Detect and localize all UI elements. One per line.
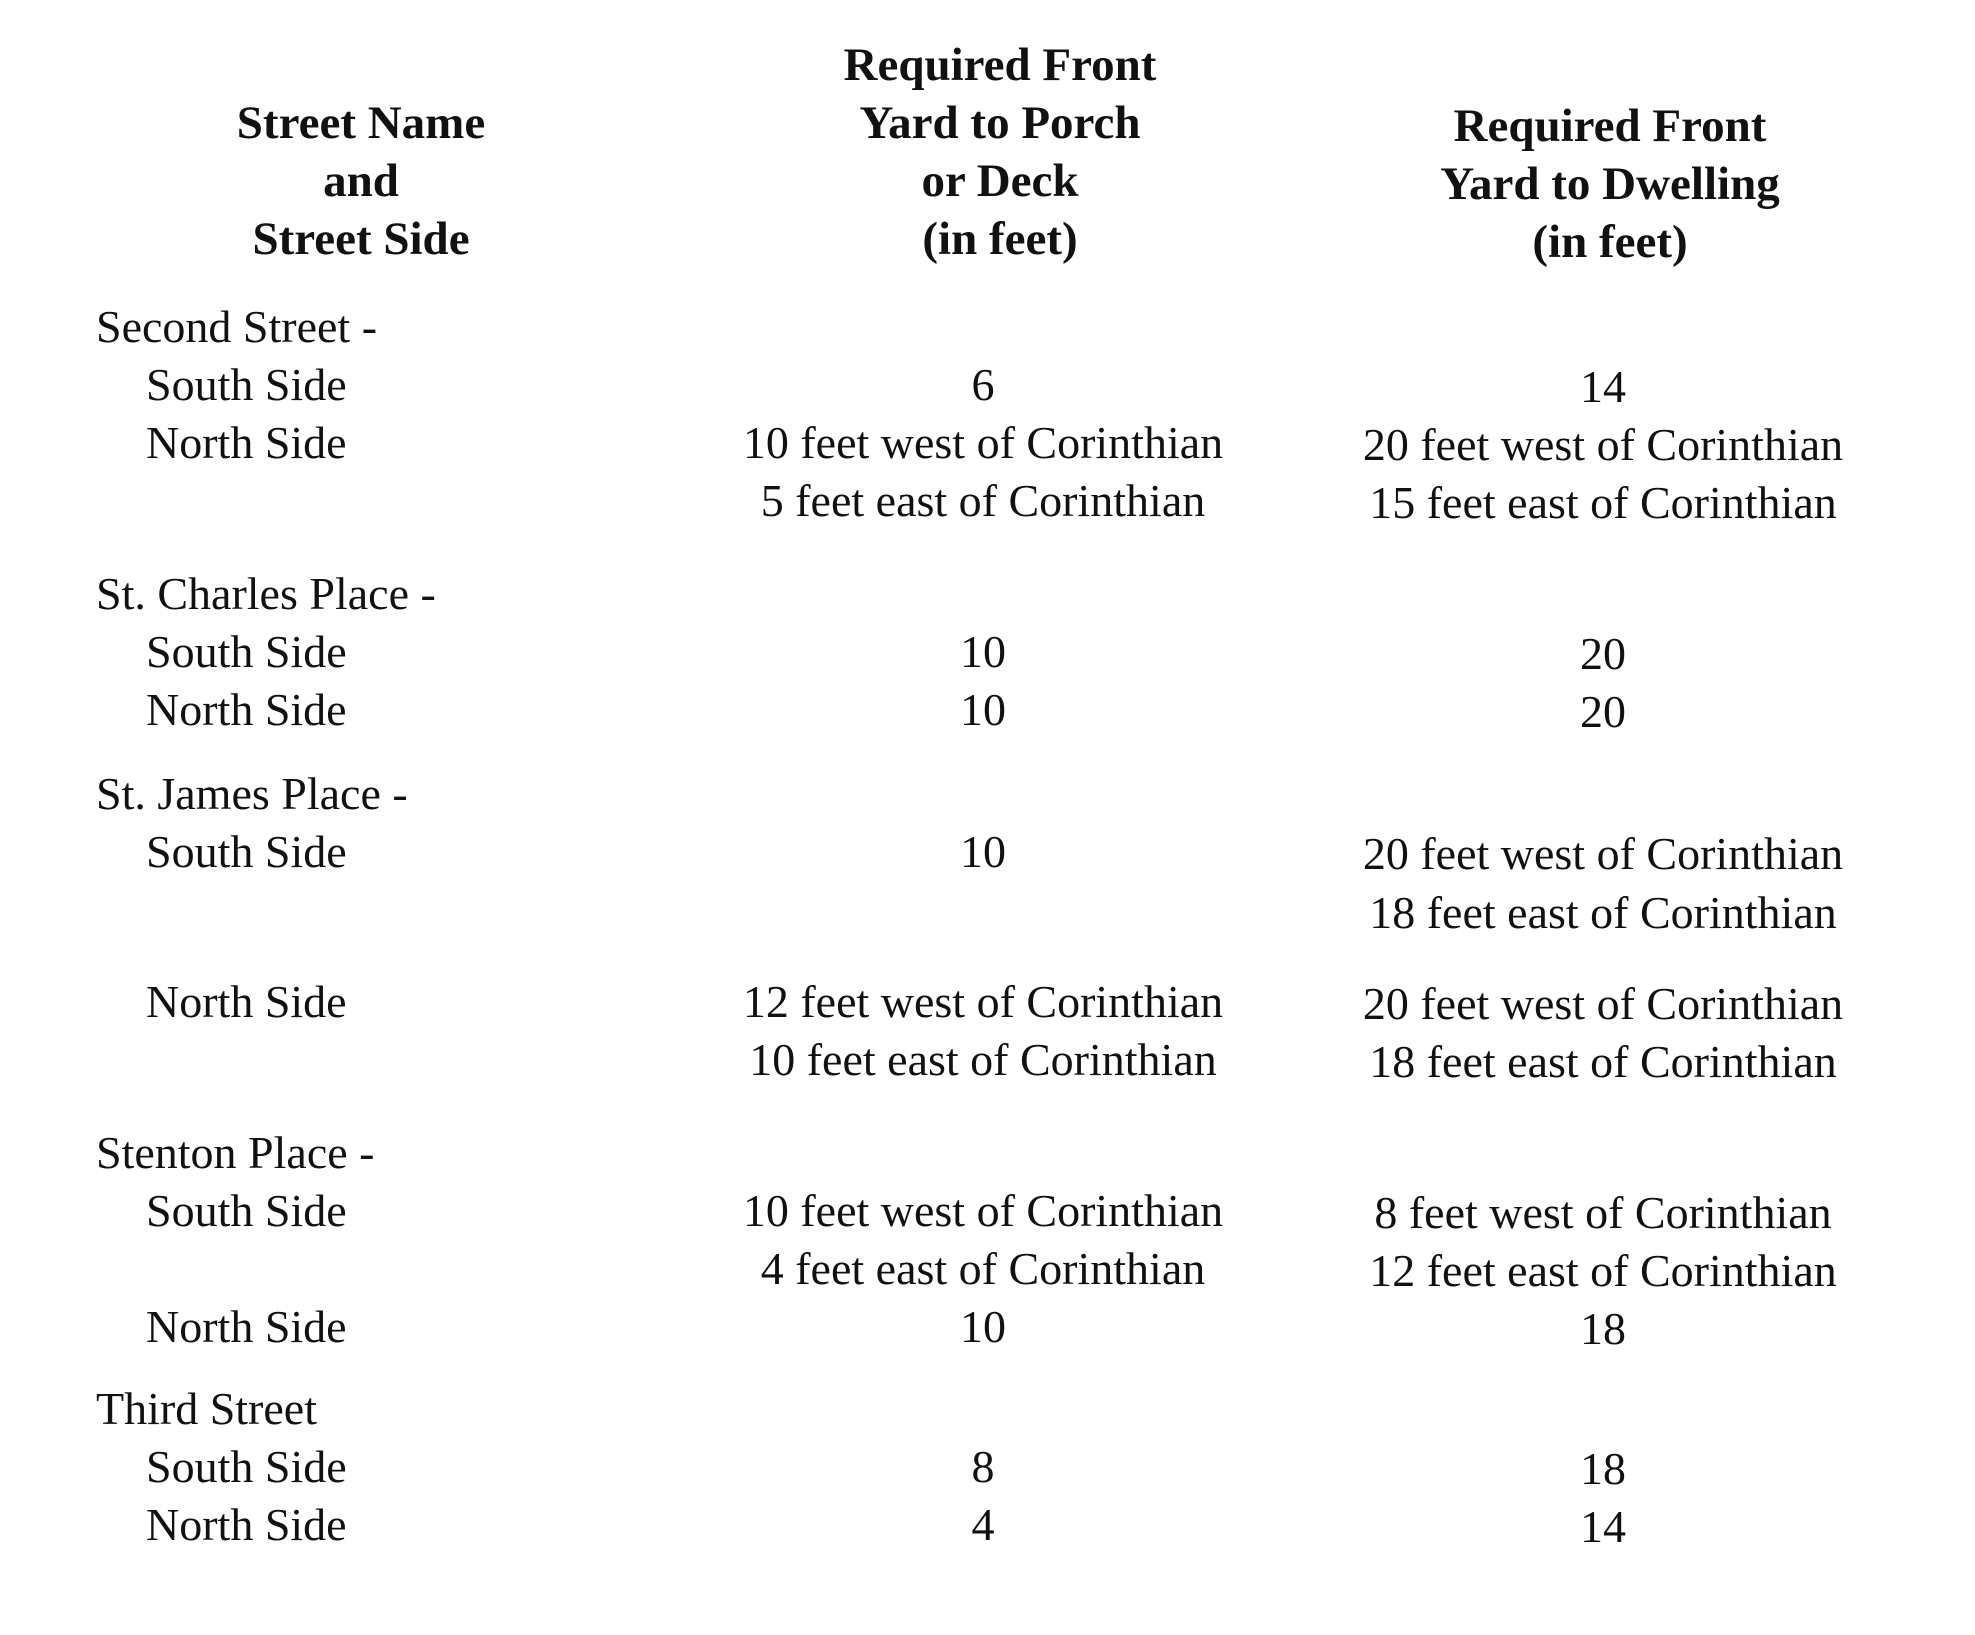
header-line: or Deck	[921, 155, 1079, 207]
street-side: South Side	[146, 626, 347, 677]
porch-value: 8	[971, 1441, 995, 1492]
dwelling-value: 20	[1580, 686, 1626, 737]
street-name: St. Charles Place -	[96, 568, 436, 619]
header-street-name	[176, 94, 546, 268]
dwelling-value: 12 feet east of Corinthian	[1369, 1245, 1837, 1296]
dwelling-value: 20 feet west of Corinthian	[1362, 978, 1844, 1029]
dwelling-value: 18 feet east of Corinthian	[1369, 1036, 1837, 1087]
street-name: St. James Place -	[96, 768, 408, 819]
dwelling-value: 18 feet east of Corinthian	[1369, 887, 1837, 938]
dwelling-value: 20	[1580, 628, 1626, 679]
porch-value: 10	[960, 826, 1006, 877]
dwelling-value: 18	[1580, 1443, 1626, 1494]
porch-value: 10 feet west of Corinthian	[742, 1185, 1224, 1236]
street-side: North Side	[146, 417, 347, 468]
porch-value: 10 feet west of Corinthian	[742, 417, 1224, 468]
header-line: Street Side	[252, 213, 470, 265]
porch-value: 12 feet west of Corinthian	[742, 976, 1224, 1027]
dwelling-value: 14	[1580, 361, 1626, 412]
street-name: Stenton Place -	[96, 1127, 375, 1178]
street-name: Third Street	[96, 1383, 317, 1434]
dwelling-value: 15 feet east of Corinthian	[1369, 477, 1837, 528]
header-line: Required Front	[1453, 100, 1767, 152]
street-side: South Side	[146, 826, 347, 877]
dwelling-value: 18	[1580, 1303, 1626, 1354]
porch-value: 10 feet east of Corinthian	[749, 1034, 1217, 1085]
porch-value: 10	[960, 626, 1006, 677]
street-side: South Side	[146, 359, 347, 410]
header-line: and	[323, 155, 399, 207]
street-side: South Side	[146, 1185, 347, 1236]
street-side: North Side	[146, 1499, 347, 1550]
street-name: Second Street -	[96, 301, 378, 352]
dwelling-value: 8 feet west of Corinthian	[1374, 1187, 1832, 1238]
header-porch-deck	[790, 36, 1210, 268]
header-line: Yard to Dwelling	[1440, 158, 1780, 210]
header-dwelling	[1400, 97, 1820, 271]
street-side: North Side	[146, 976, 347, 1027]
porch-value: 6	[971, 359, 995, 410]
street-side: North Side	[146, 1301, 347, 1352]
header-line: (in feet)	[1532, 216, 1688, 268]
porch-value: 5 feet east of Corinthian	[760, 475, 1206, 526]
street-side: South Side	[146, 1441, 347, 1492]
dwelling-value: 14	[1580, 1501, 1626, 1552]
header-line: (in feet)	[922, 213, 1078, 265]
dwelling-value: 20 feet west of Corinthian	[1362, 828, 1844, 879]
street-side: North Side	[146, 684, 347, 735]
porch-value: 4	[971, 1499, 995, 1550]
porch-value: 10	[960, 1301, 1006, 1352]
header-line: Required Front	[843, 39, 1157, 91]
porch-value: 4 feet east of Corinthian	[760, 1243, 1206, 1294]
dwelling-value: 20 feet west of Corinthian	[1362, 419, 1844, 470]
porch-value: 10	[960, 684, 1006, 735]
header-line: Street Name	[236, 97, 486, 149]
header-line: Yard to Porch	[859, 97, 1141, 149]
